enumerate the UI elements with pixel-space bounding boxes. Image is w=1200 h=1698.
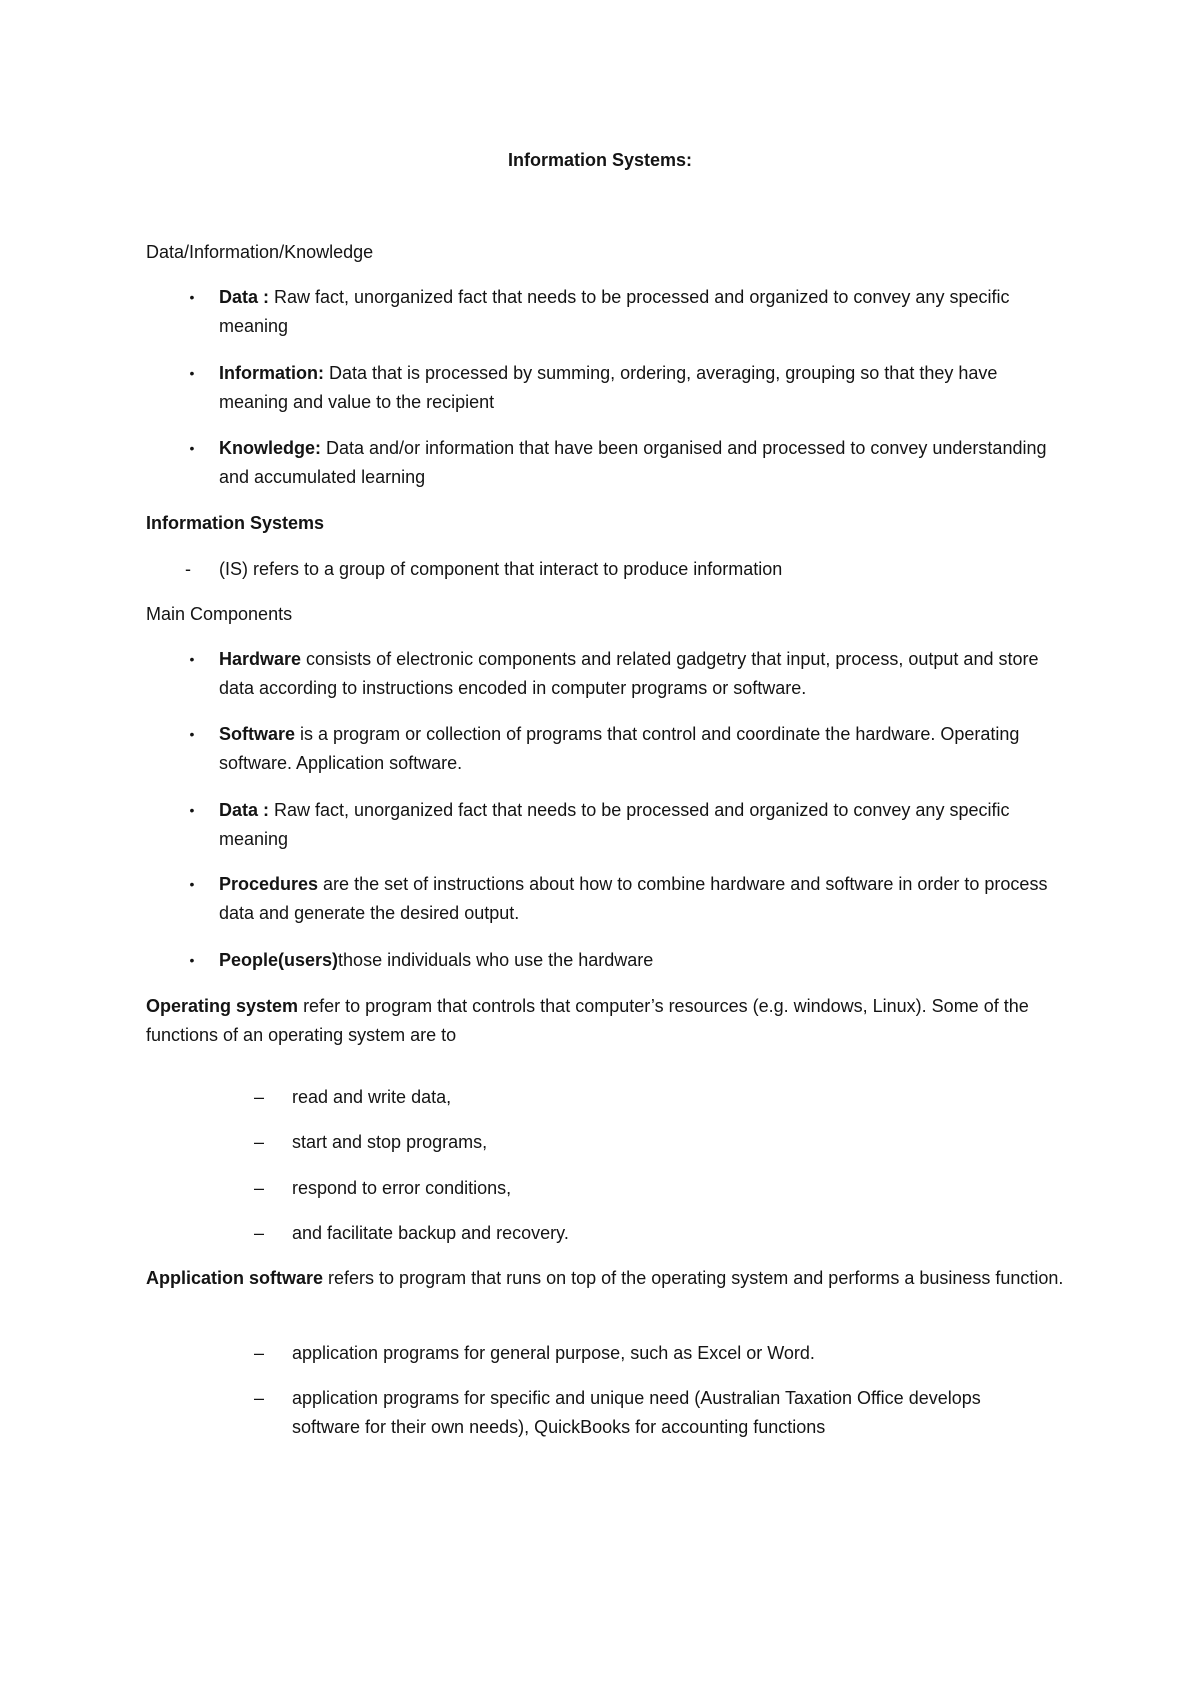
term: Application software (146, 1268, 324, 1288)
definition: refers to program that runs on top of the operating system and performs a business function. (323, 1268, 1064, 1288)
bullet-icon: • (189, 952, 195, 968)
definition: Raw fact, unorganized fact that needs to be processed and organized to convey any specific meaning (219, 287, 1010, 336)
bullet-icon: • (189, 651, 195, 667)
term: Information: (219, 363, 324, 383)
bullet-icon: • (189, 726, 195, 742)
dash-mark: – (254, 1132, 265, 1152)
dash-mark: – (254, 1178, 265, 1198)
term: Data : (219, 287, 270, 307)
term: Procedures (219, 874, 319, 894)
dash-mark: - (185, 559, 191, 579)
definition: consists of electronic components and related gadgetry that input, process, output and store data according to instructions encoded in computer programs or software. (219, 649, 1039, 698)
definition: those individuals who use the hardware (338, 950, 654, 970)
bullet-icon: • (189, 365, 195, 381)
dash-mark: – (254, 1087, 265, 1107)
term: Operating system (146, 996, 299, 1016)
definition: refer to program that controls that computer’s resources (e.g. windows, Linux). Some of the functions of an operating system are to (146, 996, 1029, 1045)
bullet-icon: • (189, 876, 195, 892)
bullet-icon: • (189, 802, 195, 818)
definition: are the set of instructions about how to combine hardware and software in order to process data and generate the desired output. (219, 874, 1048, 923)
operating-system-paragraph (146, 992, 1066, 1050)
term: Hardware (219, 649, 302, 669)
document-page: Information Systems: Data/Information/Knowledge • Data : Raw fact, unorganized fact that needs to be processed and organized to convey any specific meaning • Information: Data that is processed by summing, ordering, averaging, grouping so that they have meaning and value to the recipient • Knowledge: Data and/or information that have been organised and processed to convey understanding and accumulated learning Information Systems - (IS) refers to a group of component that interact to produce information Main Components • Hardware consists of electronic components and related gadgetry that input, process, output and store data according to instructions encoded in computer programs or software. • Software is a program or collection of programs that control and coordinate the hardware. Operating software. Application software. • Data : Raw fact, unorganized fact that needs to be processed and organized to convey any specific meaning • Procedures are the set of instructions about how to combine hardware and software in order to process data and generate the desired output. • People(users)those individuals who use the hardware Operating system refer to program that controls that computer’s resources (e.g. windows, Linux). Some of the functions of an operating system are to – read and write data, – start and stop programs, – respond to error conditions, – and facilitate backup and recovery. Application software refers to program that runs on top of the operating system and performs a business function. – application programs for general purpose, such as Excel or Word. – application programs for specific and unique need (Australian Taxation Office develops software for their own needs), QuickBooks for accounting functions (0, 0, 1200, 1698)
definition: Data that is processed by summing, ordering, averaging, grouping so that they have meaning and value to the recipient (219, 363, 998, 412)
bullet-icon: • (189, 289, 195, 305)
is-definition: (IS) refers to a group of component that interact to produce information (219, 559, 783, 579)
term: People(users) (219, 950, 339, 970)
dash-mark: – (254, 1223, 265, 1243)
dash-mark: – (254, 1388, 265, 1408)
definition: is a program or collection of programs that control and coordinate the hardware. Operating software. Application software. (219, 724, 1020, 773)
application-software-paragraph (146, 1264, 1066, 1293)
definition: Raw fact, unorganized fact that needs to be processed and organized to convey any specific meaning (219, 800, 1010, 849)
section-heading-information-systems: Information Systems (146, 513, 325, 533)
section-heading-data-information-knowledge: Data/Information/Knowledge (146, 242, 374, 262)
document-title: Information Systems: (507, 150, 693, 170)
bullet-icon: • (189, 440, 195, 456)
term: Software (219, 724, 296, 744)
definition: Data and/or information that have been organised and processed to convey understanding and accumulated learning (219, 438, 1047, 487)
section-heading-main-components: Main Components (146, 604, 293, 624)
term: Data : (219, 800, 270, 820)
dash-mark: – (254, 1343, 265, 1363)
term: Knowledge: (219, 438, 321, 458)
